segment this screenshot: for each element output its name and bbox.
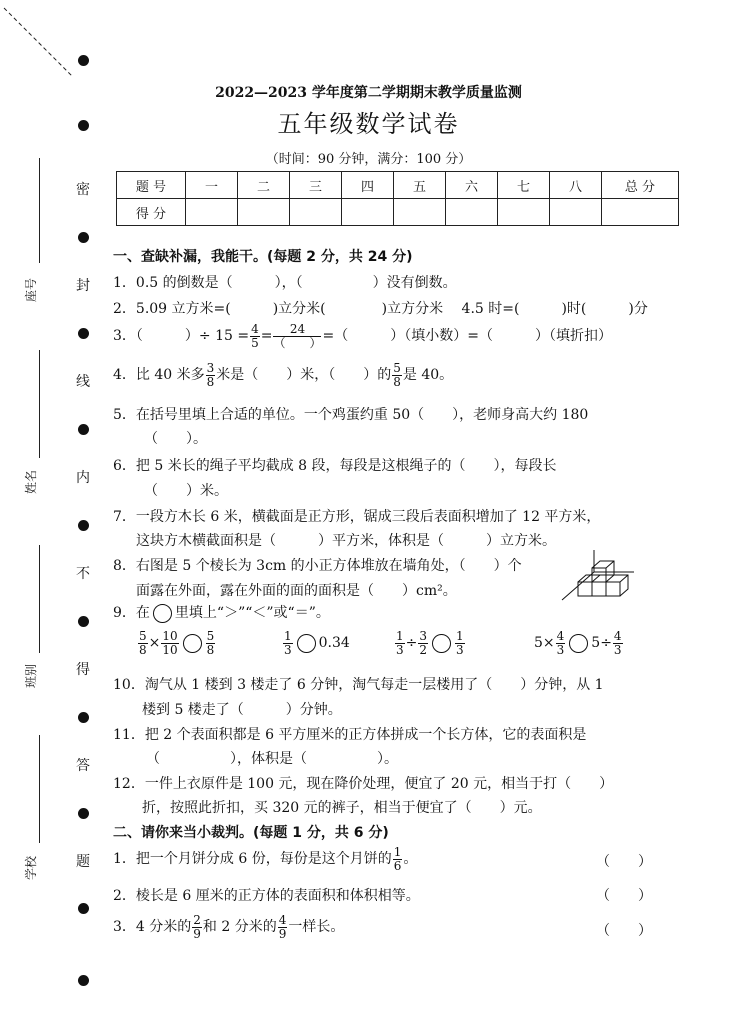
question-1-8-cont: 面露在外面，露在外面的面的面积是（ ）cm²。 bbox=[136, 583, 457, 599]
question-1-3 bbox=[113, 323, 612, 349]
score-table-cell: 二 bbox=[238, 172, 290, 199]
question-1-12: 12．一件上衣原件是 100 元，现在降价处理，便宜了 20 元，相当于打（ ） bbox=[113, 776, 614, 792]
fraction-numerator: 5 bbox=[393, 361, 401, 375]
binding-dot bbox=[78, 712, 89, 723]
score-input-cell[interactable] bbox=[602, 199, 679, 226]
fraction-denominator: 3 bbox=[613, 642, 622, 657]
score-input-cell[interactable] bbox=[238, 199, 290, 226]
fraction-numerator: 5 bbox=[206, 629, 215, 643]
binding-dot bbox=[78, 328, 89, 339]
fraction-denominator: 6 bbox=[393, 858, 402, 873]
score-input-cell[interactable] bbox=[342, 199, 394, 226]
fraction-numerator: 2 bbox=[193, 913, 201, 927]
answer-circle[interactable] bbox=[569, 634, 588, 653]
q4-fraction-1 bbox=[206, 362, 216, 388]
score-input-cell[interactable] bbox=[550, 199, 602, 226]
fraction-numerator: 1 bbox=[396, 629, 404, 643]
fraction-numerator: 24 bbox=[273, 323, 321, 337]
fraction-denominator: 9 bbox=[278, 926, 287, 941]
score-table-score-row bbox=[117, 199, 679, 226]
score-table-cell: 七 bbox=[498, 172, 550, 199]
question-1-5: 5．在括号里填上合适的单位。一个鸡蛋约重 50（ ），老师身高大约 180 bbox=[113, 407, 589, 423]
question-1-6-cont: （ ）米。 bbox=[144, 483, 228, 499]
fraction-denominator: 2 bbox=[419, 642, 428, 657]
q3-prefix: 3．（ ）÷ 15 = bbox=[113, 328, 250, 345]
binding-dot bbox=[78, 808, 89, 819]
class-label: 班别 bbox=[24, 663, 38, 688]
q3-suffix: =（ ）（填小数）=（ ）（填折扣） bbox=[322, 328, 612, 345]
score-table-cell: 三 bbox=[290, 172, 342, 199]
score-table-cell: 总 分 bbox=[602, 172, 679, 199]
answer-circle[interactable] bbox=[432, 634, 451, 653]
section1-title: 一、查缺补漏，我能干。(每题 2 分，共 24 分) bbox=[113, 249, 413, 265]
exam-title: 五年级数学试卷 bbox=[277, 110, 460, 138]
name-label: 姓名 bbox=[24, 469, 38, 494]
cube-stack-figure bbox=[556, 548, 636, 606]
seal-char: 得 bbox=[76, 662, 90, 678]
q2-3-text-b: 和 2 分米的 bbox=[202, 919, 277, 936]
question-1-8: 8．右图是 5 个棱长为 3cm 的小正方体堆放在墙角处，（ ）个 bbox=[113, 558, 522, 574]
answer-circle[interactable] bbox=[183, 634, 202, 653]
fraction-denominator: 3 bbox=[396, 642, 404, 657]
operator: × bbox=[148, 635, 161, 652]
q4-text-a: 4．比 40 米多 bbox=[113, 367, 205, 384]
score-input-cell[interactable] bbox=[446, 199, 498, 226]
seal-char: 密 bbox=[76, 182, 90, 198]
answer-circle[interactable] bbox=[297, 634, 316, 653]
binding-dot bbox=[78, 520, 89, 531]
exam-year-line: 2022—2023 学年度第二学期期末教学质量监测 bbox=[215, 85, 522, 101]
question-1-7-cont: 这块方木横截面积是（ ）平方米，体积是（ ）立方米。 bbox=[136, 533, 556, 549]
fraction-numerator: 5 bbox=[139, 629, 147, 643]
seat-number-line[interactable] bbox=[39, 158, 40, 263]
fraction-denominator: 3 bbox=[284, 642, 292, 657]
q9-text-b: 里填上“＞”“＜”或“＝”。 bbox=[174, 605, 330, 621]
q4-fraction-2 bbox=[392, 362, 402, 388]
question-2-1 bbox=[113, 846, 417, 872]
binding-dot bbox=[78, 903, 89, 914]
binding-dot bbox=[78, 55, 89, 66]
binding-dot bbox=[78, 424, 89, 435]
q4-text-c: 是 40。 bbox=[402, 367, 454, 384]
score-table-cell: 四 bbox=[342, 172, 394, 199]
score-table-cell: 题 号 bbox=[117, 172, 186, 199]
decimal-value: 0.34 bbox=[318, 635, 350, 652]
fraction-denominator: 8 bbox=[139, 642, 147, 657]
judge-answer-paren[interactable]: （ ） bbox=[596, 888, 652, 904]
fraction-numerator: 4 bbox=[613, 629, 622, 643]
fraction-numerator: 4 bbox=[251, 322, 259, 336]
binding-dot bbox=[78, 975, 89, 986]
q2-1-end: 。 bbox=[403, 851, 418, 868]
fraction-denominator: 3 bbox=[456, 642, 464, 657]
fraction-numerator: 1 bbox=[393, 845, 402, 859]
seat-number-label: 座号 bbox=[24, 277, 38, 302]
q9-compare-d bbox=[534, 630, 624, 656]
seal-char: 不 bbox=[76, 566, 90, 582]
question-1-10-cont: 楼到 5 楼走了（ ）分钟。 bbox=[142, 702, 342, 718]
fraction-denominator: （ ） bbox=[273, 335, 322, 350]
seal-char: 封 bbox=[76, 278, 90, 294]
question-1-12-cont: 折，按照此折扣，买 320 元的裤子，相当于便宜了（ ）元。 bbox=[142, 800, 542, 816]
section2-title: 二、请你来当小裁判。(每题 1 分，共 6 分) bbox=[113, 825, 389, 841]
q2-1-text: 1．把一个月饼分成 6 份，每份是这个月饼的 bbox=[113, 851, 392, 868]
judge-answer-paren[interactable]: （ ） bbox=[596, 854, 652, 870]
score-table-cell: 六 bbox=[446, 172, 498, 199]
question-1-6: 6．把 5 米长的绳子平均截成 8 段，每段是这根绳子的（ ），每段长 bbox=[113, 458, 557, 474]
q3-fraction-1 bbox=[250, 323, 260, 349]
q3-equals: = bbox=[260, 328, 273, 345]
fraction-denominator: 3 bbox=[556, 642, 565, 657]
question-1-5-cont: （ ）。 bbox=[144, 431, 207, 447]
fraction-numerator: 3 bbox=[206, 361, 215, 375]
fraction-numerator: 10 bbox=[162, 629, 178, 643]
seal-char: 答 bbox=[76, 758, 90, 774]
question-1-7: 7．一段方木长 6 米，横截面是正方形，锯成三段后表面积增加了 12 平方米， bbox=[113, 509, 601, 525]
fraction-numerator: 4 bbox=[556, 629, 565, 643]
question-1-10: 10．淘气从 1 楼到 3 楼走了 6 分钟，淘气每走一层楼用了（ ）分钟，从 1 bbox=[113, 677, 604, 693]
fraction-denominator: 8 bbox=[393, 374, 401, 389]
q2-3-text-c: 一样长。 bbox=[288, 919, 345, 936]
question-1-4 bbox=[113, 362, 453, 388]
question-1-1: 1．0.5 的倒数是（ ），（ ）没有倒数。 bbox=[113, 275, 457, 291]
q9-compare-a bbox=[137, 630, 216, 656]
q4-text-b: 米是（ ）米，（ ）的 bbox=[216, 367, 392, 384]
fraction-numerator: 3 bbox=[419, 629, 428, 643]
fraction-numerator: 1 bbox=[456, 629, 464, 643]
corner-dashed-line bbox=[0, 0, 80, 80]
seal-char: 线 bbox=[76, 374, 90, 390]
score-table-cell: 一 bbox=[186, 172, 238, 199]
judge-answer-paren[interactable]: （ ） bbox=[596, 923, 652, 939]
operator: 5× bbox=[534, 635, 555, 652]
score-input-cell[interactable] bbox=[290, 199, 342, 226]
score-input-cell[interactable] bbox=[394, 199, 446, 226]
fraction-numerator: 1 bbox=[284, 629, 292, 643]
school-line[interactable] bbox=[39, 735, 40, 843]
seal-char: 题 bbox=[76, 854, 90, 870]
score-table-header-row bbox=[117, 172, 679, 199]
fraction-denominator: 10 bbox=[162, 642, 178, 657]
school-label: 学校 bbox=[24, 855, 38, 880]
score-table bbox=[116, 171, 679, 226]
binding-dot bbox=[78, 232, 89, 243]
fraction-denominator: 9 bbox=[193, 926, 201, 941]
q2-3-text-a: 3．4 分米的 bbox=[113, 919, 192, 936]
binding-dot bbox=[78, 616, 89, 627]
q9-compare-b bbox=[282, 630, 350, 656]
fraction-denominator: 8 bbox=[206, 374, 215, 389]
question-2-3 bbox=[113, 914, 344, 940]
class-line[interactable] bbox=[39, 545, 40, 653]
question-2-2: 2．棱长是 6 厘米的正方体的表面积和体积相等。 bbox=[113, 888, 420, 904]
seal-char: 内 bbox=[76, 470, 90, 486]
question-1-11-cont: （ ），体积是（ ）。 bbox=[146, 751, 398, 767]
q9-compare-c bbox=[394, 630, 466, 656]
name-line[interactable] bbox=[39, 350, 40, 458]
score-table-cell: 八 bbox=[550, 172, 602, 199]
fraction-denominator: 8 bbox=[206, 642, 215, 657]
score-row-label: 得 分 bbox=[117, 199, 186, 226]
operator: ÷ bbox=[405, 635, 418, 652]
question-1-2: 2．5.09 立方米=( )立分米( )立方分米 4.5 时=( )时( )分 bbox=[113, 301, 648, 317]
score-input-cell[interactable] bbox=[498, 199, 550, 226]
q3-fraction-2 bbox=[273, 323, 321, 349]
score-input-cell[interactable] bbox=[186, 199, 238, 226]
operator: 5÷ bbox=[591, 635, 612, 652]
fraction-numerator: 4 bbox=[278, 913, 287, 927]
question-1-9-title bbox=[113, 602, 330, 623]
q9-text-a: 9．在 bbox=[113, 605, 150, 621]
compare-circle-icon bbox=[153, 604, 172, 623]
question-1-11: 11．把 2 个表面积都是 6 平方厘米的正方体拼成一个长方体，它的表面积是 bbox=[113, 727, 587, 743]
exam-time-line: （时间：90 分钟，满分：100 分） bbox=[265, 152, 472, 167]
score-table-cell: 五 bbox=[394, 172, 446, 199]
fraction-denominator: 5 bbox=[251, 335, 259, 350]
